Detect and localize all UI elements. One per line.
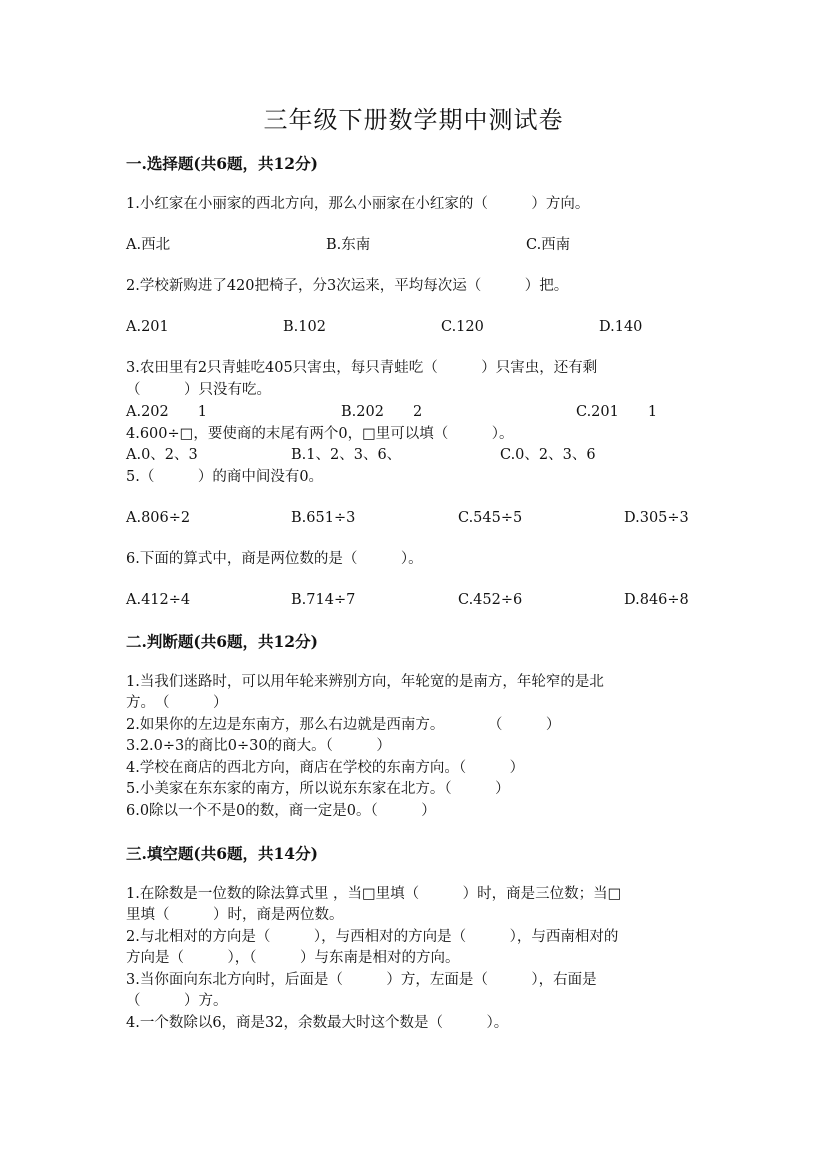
q6-option-d: D.846÷8	[624, 592, 689, 608]
judgement-line: 4.学校在商店的西北方向，商店在学校的东南方向。（ ）	[126, 760, 525, 776]
section-heading-judgement: 二.判断题(共6题，共12分)	[126, 632, 318, 651]
question-6: 6.下面的算式中，商是两位数的是（ ）。	[126, 551, 423, 567]
q6-option-c: C.452÷6	[458, 592, 523, 608]
fill-blank-line: 1.在除数是一位数的除法算式里 ，当□里填（ ）时，商是三位数；当□	[126, 886, 622, 902]
question-4: 4.600÷□，要使商的末尾有两个0，□里可以填（ ）。	[126, 426, 514, 442]
question-5: 5.（ ）的商中间没有0。	[126, 469, 324, 485]
fill-blank-line: （ ）方。	[126, 993, 228, 1009]
q4-option-a: A.0、2、3	[126, 447, 198, 463]
q5-option-a: A.806÷2	[126, 510, 191, 526]
q3-option-b: B.202 2	[341, 404, 423, 420]
section-heading-fill-blank: 三.填空题(共6题，共14分)	[126, 844, 318, 863]
judgement-line: 方。 （ ）	[126, 695, 228, 711]
exam-title: 三年级下册数学期中测试卷	[263, 106, 564, 134]
q3-option-c: C.201 1	[576, 404, 658, 420]
q3-option-a: A.202 1	[126, 404, 207, 420]
question-3-line-1: 3.农田里有2只青蛙吃405只害虫，每只青蛙吃（ ）只害虫，还有剩	[126, 360, 598, 376]
q4-option-c: C.0、2、3、6	[500, 447, 596, 463]
q6-option-a: A.412÷4	[126, 592, 191, 608]
q1-option-b: B.东南	[326, 237, 371, 253]
q5-option-c: C.545÷5	[458, 510, 523, 526]
judgement-line: 1.当我们迷路时，可以用年轮来辨别方向，年轮宽的是南方，年轮窄的是北	[126, 674, 604, 690]
q6-option-b: B.714÷7	[291, 592, 356, 608]
q4-option-b: B.1、2、3、6、	[291, 447, 402, 463]
fill-blank-line: 2.与北相对的方向是（ ），与西相对的方向是（ ），与西南相对的	[126, 929, 619, 945]
fill-blank-line: 方向是（ ），（ ）与东南是相对的方向。	[126, 950, 460, 966]
judgement-line: 2.如果你的左边是东南方，那么右边就是西南方。 （ ）	[126, 717, 561, 733]
q1-option-a: A.西北	[126, 237, 171, 253]
judgement-line: 3.2.0÷3的商比0÷30的商大。（ ）	[126, 738, 391, 754]
q5-option-d: D.305÷3	[624, 510, 689, 526]
question-3-line-2: （ ）只没有吃。	[126, 382, 271, 398]
fill-blank-line: 里填（ ）时，商是两位数。	[126, 907, 344, 923]
section-heading-choice: 一.选择题(共6题，共12分)	[126, 154, 318, 173]
q5-option-b: B.651÷3	[291, 510, 356, 526]
fill-blank-line: 3.当你面向东北方向时，后面是（ ）方，左面是（ ），右面是	[126, 972, 597, 988]
q2-option-d: D.140	[599, 319, 643, 335]
question-1: 1.小红家在小丽家的西北方向，那么小丽家在小红家的（ ）方向。	[126, 196, 590, 212]
q1-option-c: C.西南	[526, 237, 571, 253]
q2-option-a: A.201	[126, 319, 169, 335]
q2-option-b: B.102	[283, 319, 326, 335]
judgement-line: 5.小美家在东东家的南方，所以说东东家在北方。（ ）	[126, 781, 510, 797]
judgement-line: 6.0除以一个不是0的数，商一定是0。（ ）	[126, 803, 436, 819]
question-2: 2.学校新购进了420把椅子，分3次运来，平均每次运（ ）把。	[126, 278, 569, 294]
q2-option-c: C.120	[441, 319, 484, 335]
fill-blank-line: 4.一个数除以6，商是32，余数最大时这个数是（ ）。	[126, 1015, 509, 1031]
